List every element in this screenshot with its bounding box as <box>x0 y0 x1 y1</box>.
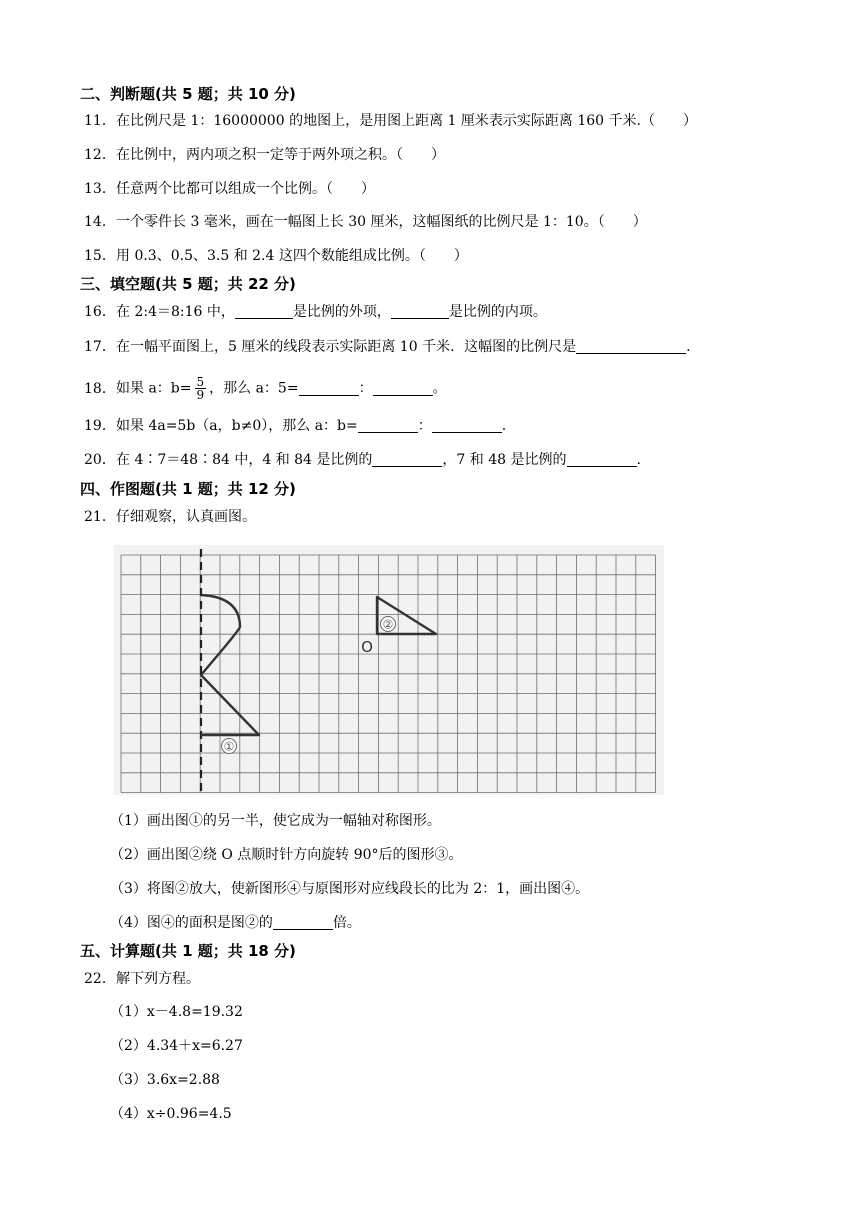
question-text: 一个零件长 3 毫米，画在一幅图上长 30 厘米，这幅图纸的比例尺是 1：10。（ ） <box>116 214 647 230</box>
question-text: 在 4∶7＝48∶84 中，4 和 84 是比例的 <box>116 452 373 468</box>
figure-label-1: ① <box>223 739 235 754</box>
question-number: 17． <box>84 339 116 355</box>
answer-blank[interactable] <box>432 417 502 433</box>
question-text: 在比例尺是 1：16000000 的地图上，是用图上距离 1 厘米表示实际距离 160 千米.（ ） <box>116 113 697 129</box>
answer-blank[interactable] <box>576 338 686 354</box>
question-text: 仔细观察，认真画图。 <box>116 509 256 525</box>
question-text: （4）图④的面积是图②的 <box>110 915 273 931</box>
question-text: ： <box>358 380 373 397</box>
question-text: . <box>501 418 507 434</box>
question-text: ： <box>417 418 432 434</box>
fraction-numerator: 5 <box>196 375 205 389</box>
question-number: 15． <box>84 248 116 264</box>
question-number: 21． <box>84 509 116 525</box>
equation-4: （4）x÷0.96=4.5 <box>110 1106 232 1122</box>
question-text: . <box>686 339 691 355</box>
question-text: ，7 和 48 是比例的 <box>442 452 567 468</box>
answer-blank[interactable] <box>391 303 449 319</box>
question-text: 是比例的内项。 <box>448 304 547 320</box>
question-13 <box>84 179 375 199</box>
section-fill-heading: 三、填空题(共 5 题；共 22 分) <box>80 275 296 293</box>
answer-blank[interactable] <box>299 380 359 396</box>
question-17 <box>84 337 691 357</box>
equation-3: （3）3.6x=2.88 <box>110 1072 220 1088</box>
question-21-part-1: （1）画出图①的另一半，使它成为一幅轴对称图形。 <box>110 813 441 829</box>
question-text: 。 <box>432 380 447 397</box>
question-22 <box>84 969 200 989</box>
question-21 <box>84 507 256 527</box>
question-18 <box>84 376 447 401</box>
question-number: 19． <box>84 418 116 434</box>
question-14 <box>84 212 647 232</box>
question-text: 任意两个比都可以组成一个比例。（ ） <box>116 181 375 197</box>
question-21-part-4 <box>110 913 361 933</box>
section-judgment-heading: 二、判断题(共 5 题；共 10 分) <box>80 85 296 103</box>
question-text: 如果 4a=5b（a，b≠0），那么 a：b= <box>116 418 358 434</box>
answer-blank[interactable] <box>567 451 637 467</box>
question-12 <box>84 145 445 165</box>
question-text: . <box>636 452 641 468</box>
question-number: 20． <box>84 452 116 468</box>
question-text: 解下列方程。 <box>116 971 200 987</box>
question-number: 18． <box>84 380 116 397</box>
figure-label-2: ② <box>382 617 394 632</box>
question-15 <box>84 246 468 266</box>
question-text: 用 0.3、0.5、3.5 和 2.4 这四个数能组成比例。（ ） <box>116 248 468 264</box>
question-21-part-2: （2）画出图②绕 O 点顺时针方向旋转 90°后的图形③。 <box>110 847 463 863</box>
answer-blank[interactable] <box>235 303 293 319</box>
grid-figure <box>114 545 664 795</box>
question-text: 如果 a：b= <box>116 380 192 397</box>
point-o-label: O <box>361 638 373 656</box>
question-text: 是比例的外项， <box>292 304 391 320</box>
fraction-denominator: 9 <box>196 388 205 402</box>
question-text: 倍。 <box>332 915 361 931</box>
equation-2: （2）4.34＋x=6.27 <box>110 1038 243 1054</box>
question-number: 12． <box>84 147 116 163</box>
answer-blank[interactable] <box>358 417 418 433</box>
section-calculation-heading: 五、计算题(共 1 题；共 18 分) <box>80 942 296 960</box>
question-text: 在一幅平面图上，5 厘米的线段表示实际距离 10 千米．这幅图的比例尺是 <box>116 339 577 355</box>
question-text: 在 2:4＝8:16 中， <box>116 304 235 320</box>
question-number: 14． <box>84 214 116 230</box>
question-20 <box>84 450 641 470</box>
section-drawing-heading: 四、作图题(共 1 题；共 12 分) <box>80 480 296 498</box>
answer-blank[interactable] <box>372 451 442 467</box>
question-text: 在比例中，两内项之积一定等于两外项之积。（ ） <box>116 147 445 163</box>
question-number: 16． <box>84 304 116 320</box>
question-11 <box>84 111 697 131</box>
question-number: 22． <box>84 971 116 987</box>
question-number: 13． <box>84 181 116 197</box>
fraction <box>195 376 207 401</box>
question-16 <box>84 302 547 322</box>
figure-background <box>114 545 664 795</box>
question-text: ，那么 a：5= <box>209 380 299 397</box>
answer-blank[interactable] <box>373 380 433 396</box>
question-21-part-3: （3）将图②放大，使新图形④与原图形对应线段长的比为 2：1，画出图④。 <box>110 881 590 897</box>
question-number: 11． <box>84 113 116 129</box>
question-19 <box>84 416 506 436</box>
equation-1: （1）x－4.8=19.32 <box>110 1004 243 1020</box>
answer-blank[interactable] <box>273 914 333 930</box>
